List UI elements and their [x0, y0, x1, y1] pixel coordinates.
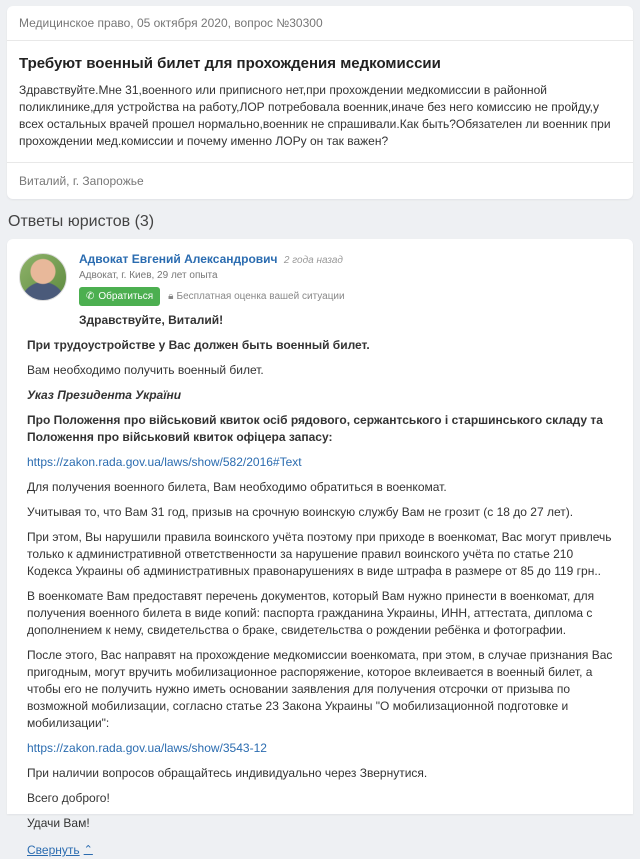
- answer-paragraph: Про Положення про військовий квиток осіб рядового, сержантського і старшинського складу та Положення про військовий квиток офіцера запасу:: [27, 413, 603, 444]
- answer-paragraph: В военкомате Вам предоставят перечень документов, который Вам нужно принести в военкомат, для получения военного билета в виде копий: паспорта гражданина Украины, ИНН, аттестата, диплома с дополнением к нему, свидетельства о браке, свидетельства о рождении ребёнка и фотографии.: [27, 589, 595, 637]
- answer-paragraph: После этого, Вас направят на прохождение медкомиссии военкомата, при этом, в случае признания Вас пригодным, могут вручить мобилизационное распоряжение, которое вклеивается в военный билет, а чтобы его не получить нужно иметь основании заявления для получения отсрочки от призыва по возможной мобилизации, согласно статье 23 Закона Украины "О мобилизационной подготовке и мобилизации":: [27, 648, 613, 730]
- contact-button-label: Обратиться: [98, 291, 154, 302]
- answer-paragraph: При наличии вопросов обращайтесь индивидуально через Звернутися.: [27, 766, 428, 780]
- lawyer-name[interactable]: Адвокат Евгений Александрович: [79, 252, 278, 266]
- question-author: Виталий, г. Запорожье: [19, 174, 144, 188]
- answer-body: [19, 312, 621, 859]
- answer-paragraph: При трудоустройстве у Вас должен быть военный билет.: [27, 338, 370, 352]
- question-title: Требуют военный билет для прохождения медкомиссии: [19, 55, 441, 72]
- law-link-3543[interactable]: https://zakon.rada.gov.ua/laws/show/3543-12: [27, 741, 267, 755]
- answer-paragraph: Для получения военного билета, Вам необходимо обратиться в военкомат.: [27, 480, 447, 494]
- answer-paragraph: Вам необходимо получить военный билет.: [27, 363, 264, 377]
- answer-greeting: Здравствуйте, Виталий!: [79, 313, 224, 327]
- answer-paragraph: Удачи Вам!: [27, 816, 90, 830]
- chevron-up-icon: ⌃: [83, 844, 93, 856]
- answer-paragraph: Указ Президента України: [27, 388, 182, 402]
- answer-card: [7, 239, 633, 857]
- answers-header: Ответы юристов (3): [8, 213, 155, 230]
- question-meta: Медицинское право, 05 октября 2020, вопрос №30300: [7, 6, 633, 41]
- question-card: [7, 6, 633, 199]
- lawyer-info: Адвокат, г. Киев, 29 лет опыта: [79, 270, 218, 281]
- collapse-link[interactable]: [27, 842, 93, 859]
- free-evaluation-label: Бесплатная оценка вашей ситуации: [176, 291, 345, 302]
- answer-paragraph: Учитывая то, что Вам 31 год, призыв на срочную воинскую службу Вам не грозит (с 18 до 27 лет).: [27, 505, 574, 519]
- phone-icon: ✆: [86, 291, 95, 302]
- question-text: Здравствуйте.Мне 31,военного или приписного нет,при прохождении медкомиссии в районной поликлинике,для устройства на работу,ЛОР потребовала военник,иначе без него комиссию не пройду,у всех остальных врачей прошел нормально,военник не спрашивали.Как быть?Обязателен ли военник при прохождении мед.комиссии и почему именно ЛОРу он так важен?: [7, 78, 633, 163]
- law-link-582[interactable]: https://zakon.rada.gov.ua/laws/show/582/2016#Text: [27, 455, 302, 469]
- answer-paragraph: Всего доброго!: [27, 791, 110, 805]
- collapse-label: Свернуть: [27, 843, 80, 857]
- contact-button[interactable]: [79, 287, 160, 306]
- lawyer-details: [79, 249, 345, 306]
- free-evaluation-link[interactable]: [168, 291, 344, 302]
- answer-time: 2 года назад: [283, 255, 343, 266]
- answer-paragraph: При этом, Вы нарушили правила воинского учёта поэтому при приходе в военкомат, Вас могут привлечь только к административной ответственности за нарушение правил воинского учёта по статье 210 Кодекса Украины об административных правонарушениях в виде штрафа в размере от 85 до 119 грн..: [27, 530, 612, 578]
- answer-header: [19, 249, 621, 306]
- lawyer-name-line: [79, 252, 345, 266]
- lock-icon: 🔒︎: [168, 291, 174, 302]
- avatar[interactable]: [19, 253, 67, 301]
- answer-actions: [79, 287, 345, 306]
